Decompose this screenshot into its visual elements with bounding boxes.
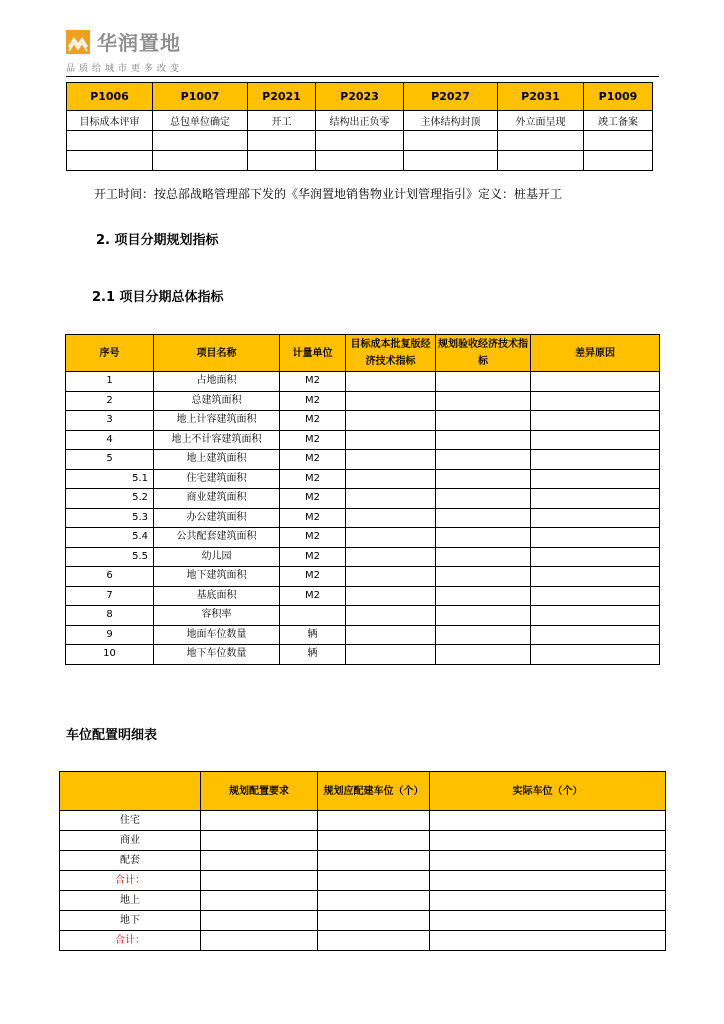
- header-divider: [66, 76, 659, 77]
- table-row: [66, 450, 660, 470]
- table-row: [66, 547, 660, 567]
- cell-target-cost[interactable]: [346, 411, 436, 431]
- cell-target-cost[interactable]: [346, 645, 436, 665]
- cell-acceptance[interactable]: [436, 528, 531, 548]
- cell-unit: M2: [280, 469, 346, 489]
- table-row: [66, 430, 660, 450]
- cell-target-cost[interactable]: [346, 450, 436, 470]
- cell-requirement[interactable]: [201, 891, 318, 911]
- cell-name: 地上建筑面积: [154, 450, 280, 470]
- cell-diff-reason[interactable]: [531, 489, 660, 509]
- cell-acceptance[interactable]: [436, 430, 531, 450]
- cell-planned[interactable]: [318, 831, 430, 851]
- cell-acceptance[interactable]: [436, 625, 531, 645]
- parking-header-planned: 规划应配建车位（个）: [318, 772, 430, 811]
- cell-acceptance[interactable]: [436, 645, 531, 665]
- milestone-code: P1009: [584, 83, 653, 111]
- table-row: [60, 911, 666, 931]
- cell-name: 地上计容建筑面积: [154, 411, 280, 431]
- cell-unit: M2: [280, 411, 346, 431]
- cell-seq: 5.3: [66, 508, 154, 528]
- table-row: [66, 606, 660, 626]
- milestone-name-row: [67, 111, 653, 131]
- table-row: [66, 528, 660, 548]
- milestone-table: [66, 82, 653, 171]
- cell-target-cost[interactable]: [346, 489, 436, 509]
- cell-target-cost[interactable]: [346, 625, 436, 645]
- cell-actual[interactable]: [430, 931, 666, 951]
- cell-unit: M2: [280, 567, 346, 587]
- cell-target-cost[interactable]: [346, 508, 436, 528]
- cell-actual[interactable]: [430, 871, 666, 891]
- cell-name: 幼儿园: [154, 547, 280, 567]
- table-row: [66, 411, 660, 431]
- brand-slogan: 品质给城市更多改变: [66, 64, 184, 74]
- header-diff-reason: 差异原因: [531, 335, 660, 372]
- milestone-code: P1007: [153, 83, 248, 111]
- table-row: [60, 931, 666, 951]
- cell-seq: 6: [66, 567, 154, 587]
- milestone-code: P2027: [404, 83, 498, 111]
- row-label: 住宅: [60, 811, 201, 831]
- cell-diff-reason[interactable]: [531, 645, 660, 665]
- cell-diff-reason[interactable]: [531, 430, 660, 450]
- row-label: 商业: [60, 831, 201, 851]
- cell-acceptance[interactable]: [436, 372, 531, 392]
- cell-unit: M2: [280, 586, 346, 606]
- cell-seq: 2: [66, 391, 154, 411]
- table-row: [60, 851, 666, 871]
- cell-unit: M2: [280, 372, 346, 392]
- start-time-note: 开工时间：按总部战略管理部下发的《华润置地销售物业计划管理指引》定义：桩基开工: [94, 187, 563, 201]
- milestone-name: 外立面呈现: [498, 111, 584, 131]
- cell-requirement[interactable]: [201, 931, 318, 951]
- cell-target-cost[interactable]: [346, 547, 436, 567]
- cell-acceptance[interactable]: [436, 547, 531, 567]
- cell-planned[interactable]: [318, 891, 430, 911]
- milestone-name: 开工: [248, 111, 316, 131]
- table-row: [66, 372, 660, 392]
- cell-seq: 1: [66, 372, 154, 392]
- cell-target-cost[interactable]: [346, 469, 436, 489]
- cell-name: 公共配套建筑面积: [154, 528, 280, 548]
- cell-unit: M2: [280, 528, 346, 548]
- cell-requirement[interactable]: [201, 851, 318, 871]
- milestone-name: 目标成本评审: [67, 111, 153, 131]
- cell-acceptance[interactable]: [436, 391, 531, 411]
- cell-name: 地面车位数量: [154, 625, 280, 645]
- table-row: [66, 508, 660, 528]
- parking-header-row: [60, 772, 666, 811]
- parking-table: [59, 771, 666, 951]
- row-label: 地下: [60, 911, 201, 931]
- subtotal-label: 合计：: [60, 871, 201, 891]
- cell-planned[interactable]: [318, 851, 430, 871]
- cell-acceptance[interactable]: [436, 508, 531, 528]
- cell-unit: M2: [280, 391, 346, 411]
- cell-actual[interactable]: [430, 911, 666, 931]
- milestone-code: P2023: [316, 83, 404, 111]
- table-row: [60, 831, 666, 851]
- cell-acceptance[interactable]: [436, 411, 531, 431]
- cell-name: 办公建筑面积: [154, 508, 280, 528]
- cell-planned[interactable]: [318, 911, 430, 931]
- cell-unit: 辆: [280, 645, 346, 665]
- header-acceptance: 规划验收经济技术指标: [436, 335, 531, 372]
- parking-header-blank: [60, 772, 201, 811]
- milestone-empty-row: [67, 151, 653, 171]
- cell-seq: 4: [66, 430, 154, 450]
- milestone-code: P2021: [248, 83, 316, 111]
- cell-planned[interactable]: [318, 811, 430, 831]
- cell-actual[interactable]: [430, 851, 666, 871]
- table-row: [66, 586, 660, 606]
- cell-target-cost[interactable]: [346, 528, 436, 548]
- cell-diff-reason[interactable]: [531, 372, 660, 392]
- cell-name: 总建筑面积: [154, 391, 280, 411]
- section-2-heading: 2. 项目分期规划指标: [96, 233, 219, 248]
- cell-seq: 5.5: [66, 547, 154, 567]
- cell-seq: 9: [66, 625, 154, 645]
- index-header-row: [66, 335, 660, 372]
- parking-header-requirement: 规划配置要求: [201, 772, 318, 811]
- header-name: 项目名称: [154, 335, 280, 372]
- cell-target-cost[interactable]: [346, 567, 436, 587]
- section-2-1-heading: 2.1 项目分期总体指标: [92, 290, 224, 305]
- cell-diff-reason[interactable]: [531, 625, 660, 645]
- cell-seq: 8: [66, 606, 154, 626]
- cell-diff-reason[interactable]: [531, 547, 660, 567]
- cell-seq: 10: [66, 645, 154, 665]
- cell-seq: 5.1: [66, 469, 154, 489]
- cell-diff-reason[interactable]: [531, 567, 660, 587]
- cell-name: 容积率: [154, 606, 280, 626]
- cell-planned[interactable]: [318, 931, 430, 951]
- cell-name: 地下建筑面积: [154, 567, 280, 587]
- table-row: [66, 489, 660, 509]
- milestone-code-row: [67, 83, 653, 111]
- cell-diff-reason[interactable]: [531, 450, 660, 470]
- cell-unit: [280, 606, 346, 626]
- cell-seq: 5.4: [66, 528, 154, 548]
- parking-header-actual: 实际车位（个）: [430, 772, 666, 811]
- cell-acceptance[interactable]: [436, 567, 531, 587]
- cell-seq: 5: [66, 450, 154, 470]
- subtotal-label: 合计：: [60, 931, 201, 951]
- project-index-table: [65, 334, 660, 665]
- cell-target-cost[interactable]: [346, 430, 436, 450]
- cell-actual[interactable]: [430, 831, 666, 851]
- cell-diff-reason[interactable]: [531, 469, 660, 489]
- cell-seq: 7: [66, 586, 154, 606]
- cell-acceptance[interactable]: [436, 586, 531, 606]
- cell-diff-reason[interactable]: [531, 606, 660, 626]
- cell-name: 住宅建筑面积: [154, 469, 280, 489]
- header-unit: 计量单位: [280, 335, 346, 372]
- cell-name: 地下车位数量: [154, 645, 280, 665]
- cell-unit: 辆: [280, 625, 346, 645]
- brand-name: 华润置地: [97, 31, 181, 55]
- cell-requirement[interactable]: [201, 831, 318, 851]
- table-row: [66, 391, 660, 411]
- cell-diff-reason[interactable]: [531, 528, 660, 548]
- cell-diff-reason[interactable]: [531, 411, 660, 431]
- row-label: 地上: [60, 891, 201, 911]
- company-logo-icon: [66, 30, 90, 54]
- cell-acceptance[interactable]: [436, 606, 531, 626]
- cell-acceptance[interactable]: [436, 489, 531, 509]
- cell-unit: M2: [280, 508, 346, 528]
- cell-target-cost[interactable]: [346, 372, 436, 392]
- header-target-cost: 目标成本批复版经济技术指标: [346, 335, 436, 372]
- cell-target-cost[interactable]: [346, 606, 436, 626]
- cell-actual[interactable]: [430, 811, 666, 831]
- cell-unit: M2: [280, 489, 346, 509]
- milestone-name: 总包单位确定: [153, 111, 248, 131]
- milestone-name: 结构出正负零: [316, 111, 404, 131]
- milestone-name: 竣工备案: [584, 111, 653, 131]
- cell-seq: 5.2: [66, 489, 154, 509]
- cell-diff-reason[interactable]: [531, 586, 660, 606]
- table-row: [66, 625, 660, 645]
- cell-unit: M2: [280, 547, 346, 567]
- cell-requirement[interactable]: [201, 911, 318, 931]
- row-label: 配套: [60, 851, 201, 871]
- cell-diff-reason[interactable]: [531, 391, 660, 411]
- milestone-name: 主体结构封顶: [404, 111, 498, 131]
- cell-acceptance[interactable]: [436, 450, 531, 470]
- cell-target-cost[interactable]: [346, 586, 436, 606]
- cell-acceptance[interactable]: [436, 469, 531, 489]
- cell-unit: M2: [280, 430, 346, 450]
- header-seq: 序号: [66, 335, 154, 372]
- milestone-code: P1006: [67, 83, 153, 111]
- table-row: [66, 645, 660, 665]
- cell-requirement[interactable]: [201, 871, 318, 891]
- table-row: [66, 469, 660, 489]
- cell-name: 占地面积: [154, 372, 280, 392]
- table-row: [60, 811, 666, 831]
- cell-name: 商业建筑面积: [154, 489, 280, 509]
- cell-name: 地上不计容建筑面积: [154, 430, 280, 450]
- milestone-empty-row: [67, 131, 653, 151]
- cell-diff-reason[interactable]: [531, 508, 660, 528]
- cell-planned[interactable]: [318, 871, 430, 891]
- table-row: [60, 871, 666, 891]
- table-row: [60, 891, 666, 911]
- cell-actual[interactable]: [430, 891, 666, 911]
- milestone-code: P2031: [498, 83, 584, 111]
- cell-unit: M2: [280, 450, 346, 470]
- cell-requirement[interactable]: [201, 811, 318, 831]
- cell-seq: 3: [66, 411, 154, 431]
- cell-name: 基底面积: [154, 586, 280, 606]
- cell-target-cost[interactable]: [346, 391, 436, 411]
- parking-heading: 车位配置明细表: [66, 728, 158, 743]
- table-row: [66, 567, 660, 587]
